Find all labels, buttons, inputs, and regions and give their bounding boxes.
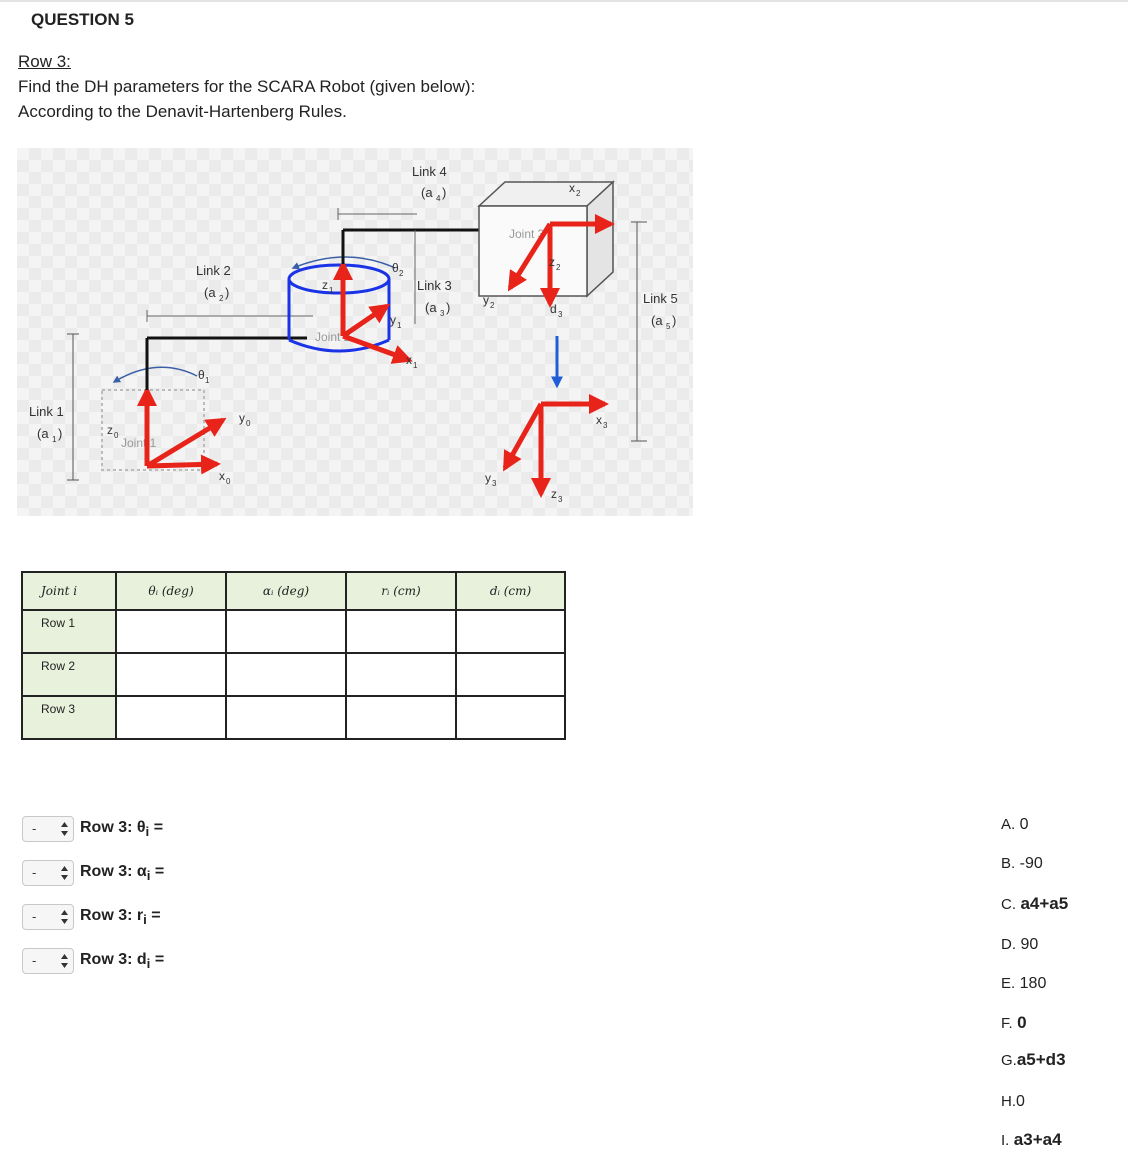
updown-arrows-icon	[60, 952, 69, 970]
match-item-d	[22, 947, 164, 975]
dh-parameter-table	[21, 571, 566, 740]
joint1-base	[102, 390, 204, 470]
link1-param	[37, 426, 62, 444]
svg-text:1: 1	[329, 286, 334, 295]
table-row	[22, 653, 565, 696]
svg-text:3: 3	[558, 495, 563, 504]
select-value: -	[32, 909, 37, 924]
question-prompt-line2: According to the Denavit-Hartenberg Rules.	[18, 102, 347, 121]
svg-text:3: 3	[603, 421, 608, 430]
svg-text:): )	[672, 313, 677, 328]
svg-text:(a: (a	[425, 300, 437, 315]
svg-text:0: 0	[114, 431, 119, 440]
option-f: F. 0	[1001, 1013, 1027, 1032]
svg-text:(a: (a	[651, 313, 663, 328]
svg-text:y: y	[483, 293, 489, 307]
svg-text:): )	[442, 185, 447, 200]
svg-text:2: 2	[556, 263, 561, 272]
table-cell	[226, 653, 346, 696]
table-cell	[116, 653, 226, 696]
link3-param	[425, 300, 450, 318]
table-cell	[346, 653, 456, 696]
match-select-alpha[interactable]	[22, 860, 74, 886]
row-label: Row 1	[22, 610, 116, 653]
match-label-d: Row 3: $d_i$ =	[80, 950, 165, 972]
joint1-rotation-arrow	[114, 367, 197, 382]
joint2-label: Joint 2	[315, 330, 351, 344]
match-select-theta[interactable]	[22, 816, 74, 842]
table-row	[22, 610, 565, 653]
svg-text:z: z	[549, 255, 555, 269]
svg-text:z: z	[107, 423, 113, 437]
svg-text:x: x	[406, 353, 412, 367]
svg-text:2: 2	[399, 269, 404, 278]
svg-text:1: 1	[52, 435, 57, 444]
table-cell	[226, 610, 346, 653]
table-cell	[456, 653, 565, 696]
table-cell	[116, 696, 226, 739]
match-item-theta	[22, 815, 163, 843]
svg-text:θ: θ	[392, 261, 399, 275]
updown-arrows-icon	[60, 864, 69, 882]
row-label: Row 3	[22, 696, 116, 739]
header-theta: θᵢ (deg)	[116, 572, 226, 610]
option-b: B. -90	[1001, 855, 1043, 872]
svg-text:2: 2	[490, 301, 495, 310]
frame3-axes	[505, 404, 605, 494]
header-joint: Joint i	[22, 572, 116, 610]
svg-text:x: x	[596, 413, 602, 427]
svg-text:3: 3	[440, 309, 445, 318]
link5-param	[651, 313, 676, 331]
header-d: dᵢ (cm)	[456, 572, 565, 610]
svg-text:y: y	[390, 313, 396, 327]
frame3-labels	[485, 413, 608, 504]
svg-text:3: 3	[492, 479, 497, 488]
option-g: G.a5+d3	[1001, 1050, 1066, 1069]
question-title: QUESTION 5	[31, 10, 134, 29]
joint3-label: Joint 3	[509, 227, 545, 241]
svg-text:(a: (a	[37, 426, 49, 441]
link4-label: Link 4	[412, 164, 447, 179]
table-row	[22, 696, 565, 739]
question-prompt-line1: Find the DH parameters for the SCARA Robot (given below):	[18, 77, 476, 96]
svg-text:5: 5	[666, 322, 671, 331]
match-label-alpha: Row 3: $\alpha_i$ =	[80, 862, 165, 884]
svg-text:z: z	[551, 487, 557, 501]
link1-label: Link 1	[29, 404, 64, 419]
svg-text:1: 1	[205, 376, 210, 385]
table-header-row	[22, 572, 565, 610]
option-i: I. a3+a4	[1001, 1130, 1062, 1149]
svg-text:d: d	[550, 302, 557, 316]
svg-text:0: 0	[226, 477, 231, 486]
scara-diagram	[17, 148, 693, 516]
match-select-r[interactable]	[22, 904, 74, 930]
svg-text:x: x	[569, 181, 575, 195]
table-cell	[226, 696, 346, 739]
frame1-axes	[343, 264, 409, 360]
joint1-label: Joint 1	[121, 436, 157, 450]
select-value: -	[32, 953, 37, 968]
option-c: C. a4+a5	[1001, 894, 1069, 913]
select-value: -	[32, 821, 37, 836]
svg-text:x: x	[219, 469, 225, 483]
option-h: H.0	[1001, 1093, 1025, 1110]
svg-text:y: y	[485, 471, 491, 485]
option-d: D. 90	[1001, 936, 1039, 953]
header-alpha: αᵢ (deg)	[226, 572, 346, 610]
updown-arrows-icon	[60, 908, 69, 926]
svg-text:θ: θ	[198, 368, 205, 382]
svg-text:2: 2	[219, 294, 224, 303]
option-e: E. 180	[1001, 975, 1047, 992]
svg-text:1: 1	[413, 361, 418, 370]
svg-text:): )	[58, 426, 63, 441]
svg-text:z: z	[322, 278, 328, 292]
top-divider	[0, 0, 1128, 2]
select-value: -	[32, 865, 37, 880]
match-label-theta: Row 3: $\theta_i$ =	[80, 818, 164, 840]
updown-arrows-icon	[60, 820, 69, 838]
row-label: Row 2	[22, 653, 116, 696]
svg-text:): )	[446, 300, 451, 315]
link5-dimension	[631, 222, 647, 441]
table-cell	[346, 610, 456, 653]
link1-dimension	[67, 334, 79, 480]
match-select-d[interactable]	[22, 948, 74, 974]
svg-text:): )	[225, 285, 230, 300]
link3-label: Link 3	[417, 278, 452, 293]
link2-param	[204, 285, 229, 303]
frame0-labels	[107, 368, 251, 486]
link4-param	[421, 185, 446, 203]
svg-text:(a: (a	[204, 285, 216, 300]
table-cell	[346, 696, 456, 739]
match-label-r: Row 3: $r_i$ =	[80, 906, 161, 928]
svg-text:(a: (a	[421, 185, 433, 200]
header-r: rᵢ (cm)	[346, 572, 456, 610]
table-cell	[456, 610, 565, 653]
svg-text:y: y	[239, 411, 245, 425]
svg-text:3: 3	[558, 310, 563, 319]
svg-text:0: 0	[246, 419, 251, 428]
match-item-alpha	[22, 859, 164, 887]
svg-text:1: 1	[397, 321, 402, 330]
table-cell	[456, 696, 565, 739]
svg-text:2: 2	[576, 189, 581, 198]
joint3-box	[479, 182, 613, 296]
svg-text:4: 4	[436, 194, 441, 203]
row-heading: Row 3:	[18, 52, 71, 71]
link5-label: Link 5	[643, 291, 678, 306]
option-a: A. 0	[1001, 816, 1029, 833]
scara-robot-figure	[17, 148, 693, 516]
table-cell	[116, 610, 226, 653]
match-item-r	[22, 903, 161, 931]
link2-label: Link 2	[196, 263, 231, 278]
frame0-axes	[147, 390, 223, 466]
